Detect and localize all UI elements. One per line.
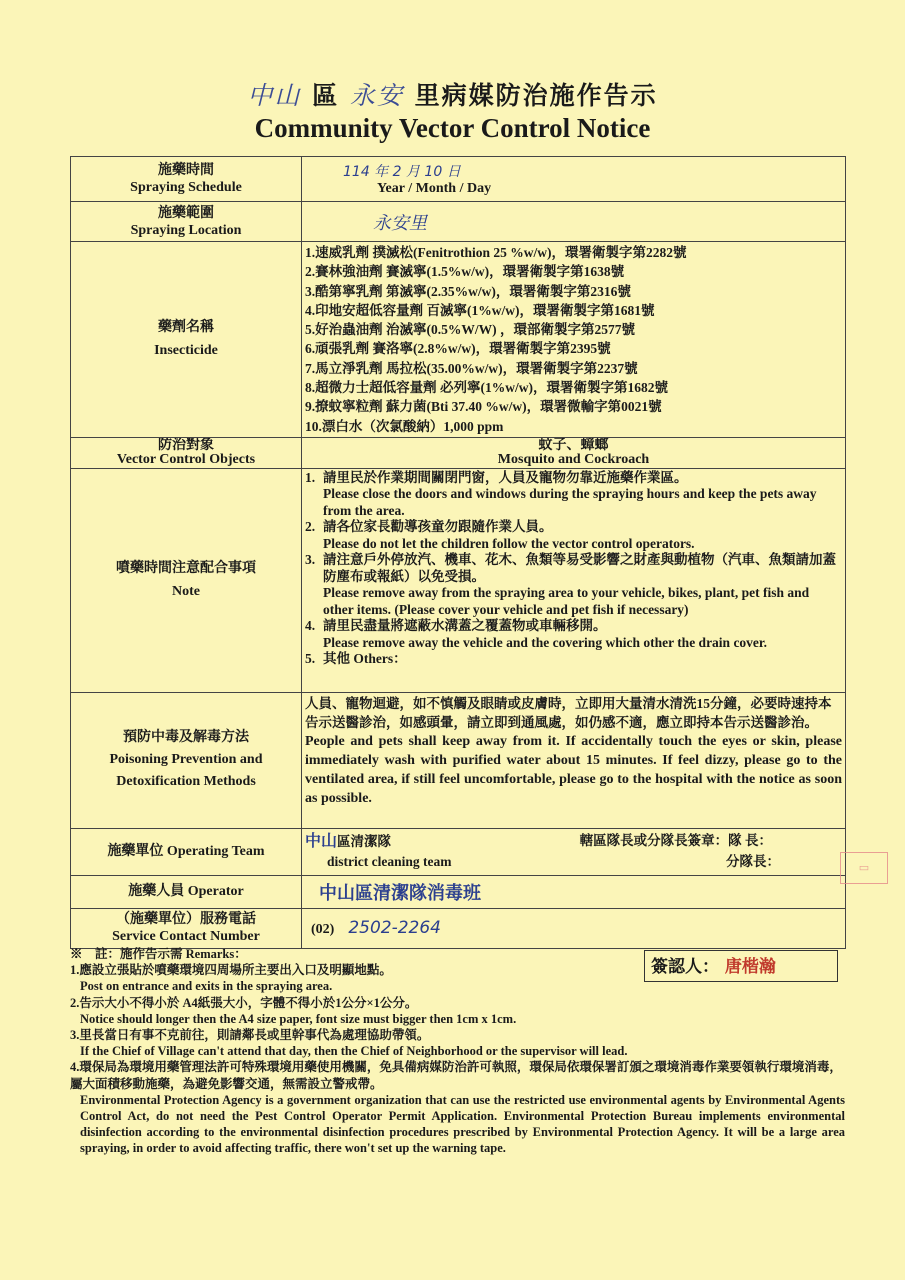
- objects-value-en: Mosquito and Cockroach: [497, 451, 650, 467]
- schedule-label-en: Spraying Schedule: [130, 180, 242, 195]
- team-district-handwritten: 中山: [305, 831, 338, 851]
- insecticide-item: 5.好治蟲油劑 治滅寧(0.5%W/W) ，環部衛製字第2577號: [305, 322, 635, 338]
- remark-item: 1.應設立張貼於噴藥環境四周場所主要出入口及明顯地點。 Post on entrance and exits in the spraying area.: [70, 963, 392, 994]
- note-label-zh: 噴藥時間注意配合事項: [116, 561, 256, 577]
- phone-label: [71, 908, 302, 948]
- title-suffix: 里病媒防治施作告示: [414, 81, 658, 110]
- remarks-title: ※ 註：施作告示需 Remarks：: [70, 947, 247, 961]
- team-district-en: district cleaning team: [327, 854, 452, 870]
- row-location: [71, 202, 846, 242]
- poison-label-zh: 預防中毒及解毒方法: [123, 730, 249, 746]
- location-label-zh: 施藥範圍: [158, 205, 214, 221]
- insecticide-item: 4.印地安超低容量劑 百滅寧(1%w/w)，環署衛製字第1681號: [305, 302, 655, 318]
- insecticide-label-zh: 藥劑名稱: [158, 320, 214, 336]
- row-objects: [71, 437, 846, 468]
- poison-label: [71, 692, 302, 828]
- schedule-label-zh: 施藥時間: [158, 163, 214, 178]
- schedule-value: [302, 157, 846, 202]
- phone-label-en: Service Contact Number: [112, 929, 260, 945]
- note-item: 4. 請里民盡量將遮蔽水溝蓋之覆蓋物或車輛移開。 Please remove away the vehicle and the covering which other the drain cover.: [305, 618, 768, 650]
- note-content: [302, 468, 846, 692]
- poison-text-zh: 人員、寵物迴避，如不慎觸及眼睛或皮膚時，立即用大量清水清洗15分鐘，必要時速持本告示送醫診治，如感頭暈，請立即到通風處，如仍感不適，應立即持本告示送醫診治。: [305, 695, 832, 730]
- insecticide-item: 10.漂白水（次氯酸納）1,000 ppm: [305, 418, 504, 434]
- row-operator: [71, 875, 846, 908]
- team-sub-label: 分隊長：: [726, 854, 780, 870]
- operator-handwritten: 中山區清潔隊消毒班: [319, 882, 481, 904]
- location-handwritten: 永安里: [373, 212, 427, 234]
- poison-label-en1: Poisoning Prevention and: [109, 752, 263, 768]
- phone-number-handwritten: 2502-2264: [348, 918, 441, 939]
- village-handwritten: 永安: [349, 81, 404, 110]
- team-sign-label: 轄區隊長或分隊長簽章：隊 長：: [579, 833, 772, 849]
- poison-label-en2: Detoxification Methods: [116, 774, 256, 790]
- objects-label: [71, 437, 302, 468]
- location-value: [302, 202, 846, 242]
- objects-label-en: Vector Control Objects: [116, 451, 256, 467]
- operator-label: 施藥人員 Operator: [71, 875, 302, 908]
- team-district-suffix: 區清潔隊: [337, 834, 392, 850]
- schedule-date-format: Year / Month / Day: [377, 181, 492, 196]
- note-label: [71, 468, 302, 692]
- insecticide-item: 7.馬立淨乳劑 馬拉松(35.00%w/w)，環署衛製字第2237號: [305, 360, 638, 376]
- team-content: [302, 828, 846, 875]
- row-phone: [71, 908, 846, 948]
- row-note: [71, 468, 846, 692]
- insecticide-label-en: Insecticide: [154, 343, 218, 359]
- team-label: 施藥單位 Operating Team: [71, 828, 302, 875]
- signoff-label: 簽認人：: [651, 957, 719, 977]
- district-handwritten: 中山: [247, 81, 302, 110]
- location-label: [71, 202, 302, 242]
- remark-item: 2.告示大小不得小於 A4紙張大小，字體不得小於1公分×1公分。 Notice should longer then the A4 size paper, font size must bigger then 1cm x 1cm.: [70, 995, 517, 1026]
- schedule-date-handwritten: 114 年 2 月 10 日: [343, 164, 461, 180]
- signoff-name-stamp: 唐楷瀚: [724, 957, 776, 977]
- schedule-label: [71, 157, 302, 202]
- phone-value: [302, 908, 846, 948]
- insecticide-item: 2.賽林強油劑 賽滅寧(1.5%w/w)，環署衛製字第1638號: [305, 264, 625, 280]
- insecticide-label: [71, 242, 302, 438]
- note-item: 3. 請注意戶外停放汽、機車、花木、魚類等易受影響之財產與動植物（汽車、魚類請加蓋防塵布或報紙）以免受損。 Please remove away from the spraying area to your vehicle, bikes, plant, pet fish and other items. (Please cover your vehicle and pet fish if necessary): [305, 552, 836, 617]
- remark-item: 3.里長當日有事不克前往，則請鄰長或里幹事代為處理協助帶領。 If the Chief of Village can't attend that day, then the Chief of Neighborhood or the supervisor will lead.: [70, 1028, 628, 1059]
- title-chinese: [0, 76, 905, 112]
- objects-label-zh: 防治對象: [158, 437, 214, 453]
- location-label-en: Spraying Location: [130, 222, 242, 238]
- signoff-box: [644, 950, 838, 982]
- phone-prefix: (02): [311, 922, 335, 938]
- stamp-mark: ▭: [840, 852, 888, 884]
- row-schedule: [71, 157, 846, 202]
- insecticide-item: 9.撩蚊寧粒劑 蘇力菌(Bti 37.40 %w/w)，環署微輸字第0021號: [305, 399, 662, 415]
- note-item: 1. 請里民於作業期間關閉門窗，人員及寵物勿靠近施藥作業區。 Please close the doors and windows during the spraying hours and keep the pets away from the area.: [305, 469, 817, 518]
- row-poison: [71, 692, 846, 828]
- poison-text-en: People and pets shall keep away from it. If accidentally touch the eyes or skin, please immediately wash with purified water about 15 minutes. If feel dizzy, please go to the ventilated area, if still feel uncomfortable, please go to the hospital with the notice as soon as possible.: [305, 733, 842, 806]
- phone-label-zh: （施藥單位）服務電話: [116, 912, 256, 928]
- district-suffix: 區: [312, 81, 340, 110]
- insecticide-item: 3.酷第寧乳劑 第滅寧(2.35%w/w)，環署衛製字第2316號: [305, 283, 631, 299]
- insecticide-item: 1.速威乳劑 撲滅松(Fenitrothion 25 %w/w)，環署衛製字第2282號: [305, 245, 687, 260]
- operator-value: [302, 875, 846, 908]
- row-insecticide: [71, 242, 846, 438]
- insecticide-list-cell: [302, 242, 846, 438]
- insecticide-item: 8.超微力士超低容量劑 必列寧(1%w/w)，環署衛製字第1682號: [305, 380, 668, 396]
- row-team: [71, 828, 846, 875]
- insecticide-item: 6.頑張乳劑 賽洛寧(2.8%w/w)，環署衛製字第2395號: [305, 341, 611, 357]
- note-item: 5. 其他 Others：: [305, 651, 407, 667]
- remark-item: 4.環保局為環境用藥管理法許可特殊環境用藥使用機關，免具備病媒防治許可執照，環保局依環保署訂頒之環境消毒作業要領執行環境消毒，屬大面積移動施藥，為避免影響交通，無需設立警戒帶。 Environmental Protection Agency is a government organization that can use the restricted use environmental agents by Environmental Agents Control Act, do not need the Pest Control Operator Permit Application. Environmental Protection Bureau implements environmental disinfection according to the environmental disinfection procedures prescribed by Environmental Protection Agency. It will be a large area spraying, in order to avoid affecting traffic, there won't set up the warning tape.: [70, 1060, 845, 1156]
- note-item: 2. 請各位家長勸導孩童勿跟隨作業人員。 Please do not let the children follow the vector control operators.: [305, 519, 695, 551]
- notice-table: [70, 156, 846, 949]
- title-english: Community Vector Control Notice: [254, 113, 651, 143]
- note-label-en: Note: [172, 584, 200, 600]
- objects-value: [302, 437, 846, 468]
- objects-value-zh: 蚊子、蟑螂: [538, 437, 609, 453]
- poison-content: [302, 692, 846, 828]
- insecticide-list: [305, 243, 842, 436]
